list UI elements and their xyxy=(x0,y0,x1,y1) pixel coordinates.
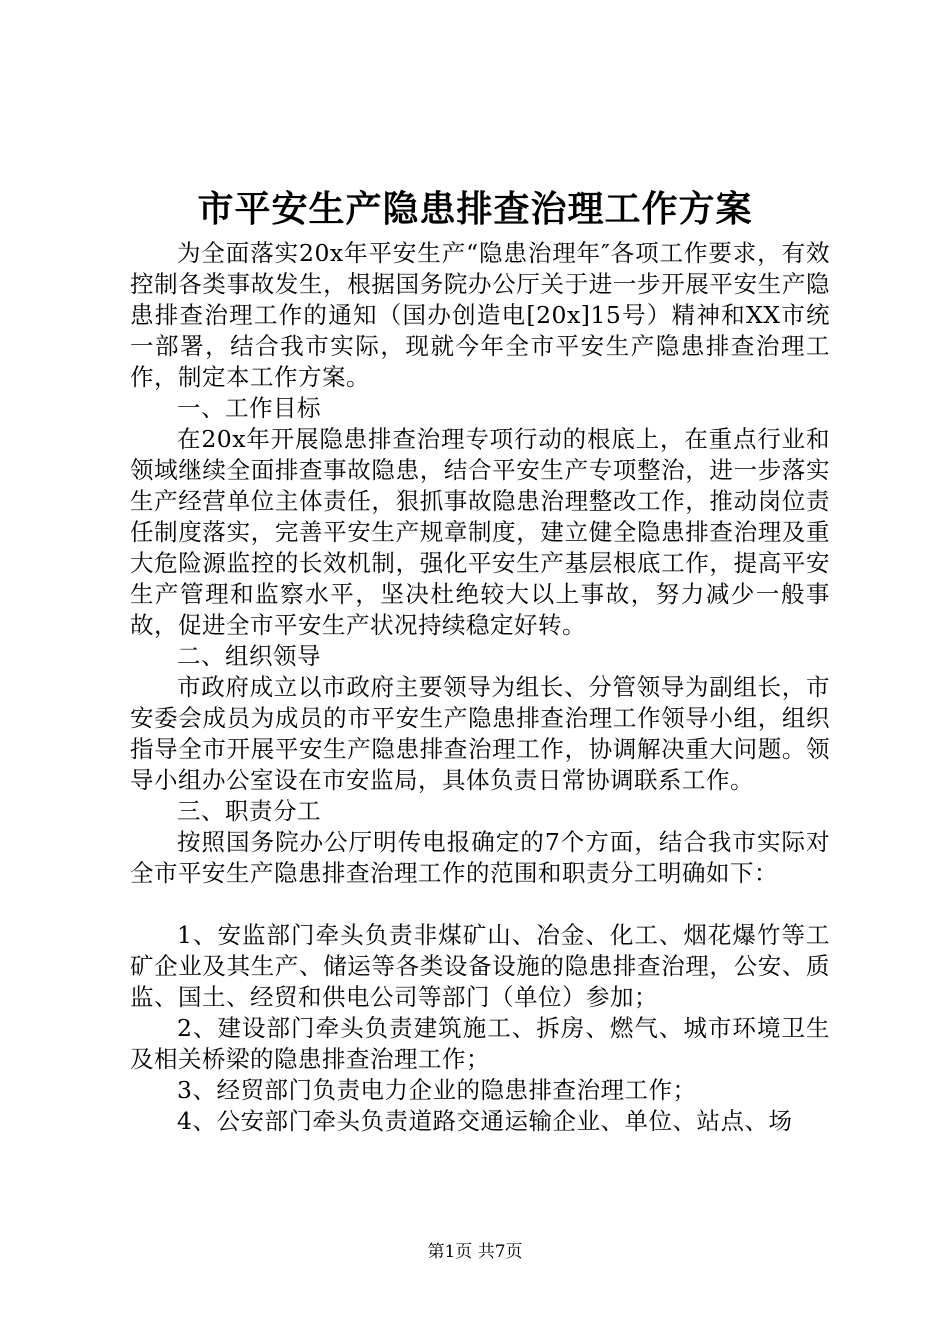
section-heading-goals: 一、工作目标 xyxy=(177,394,321,422)
section-heading-duties: 三、职责分工 xyxy=(177,797,321,825)
section-body-goals: 在20x年开展隐患排查治理专项行动的根底上，在重点行业和领域继续全面排查事故隐患，结合平安生产专项整治，进一步落实生产经营单位主体责任，狠抓事故隐患治理整改工作，推动岗位责任制度落实，完善平安生产规章制度，建立健全隐患排查治理及重大危险源监控的长效机制，强化平安生产基层根底工作，提高平安生产管理和监察水平，坚决杜绝较大以上事故，努力减少一般事故，促进全市平安生产状况持续稳定好转。 xyxy=(130,425,830,639)
list-item: 3、经贸部门负责电力企业的隐患排查治理工作； xyxy=(177,1076,697,1104)
intro-paragraph: 为全面落实20x年平安生产“隐患治理年″各项工作要求，有效控制各类事故发生，根据国务院办公厅关于进一步开展平安生产隐患排查治理工作的通知（国办创造电[20x]15号）精神和XX市统一部署，结合我市实际，现就今年全市平安生产隐患排查治理工作，制定本工作方案。 xyxy=(130,239,830,391)
document-title: 市平安生产隐患排查治理工作方案 xyxy=(197,188,753,230)
list-item: 2、建设部门牵头负责建筑施工、拆房、燃气、城市环境卫生及相关桥梁的隐患排查治理工作； xyxy=(130,1014,830,1073)
list-item: 4、公安部门牵头负责道路交通运输企业、单位、站点、场 xyxy=(177,1107,793,1135)
page-footer: 第1页 共7页 xyxy=(427,1242,523,1262)
document-body xyxy=(130,238,830,1137)
blank-line xyxy=(130,889,830,920)
section-body-leadership: 市政府成立以市政府主要领导为组长、分管领导为副组长，市安委会成员为成员的市平安生产隐患排查治理工作领导小组，组织指导全市开展平安生产隐患排查治理工作，协调解决重大问题。领导小组办公室设在市安监局，具体负责日常协调联系工作。 xyxy=(130,673,830,794)
section-heading-leadership: 二、组织领导 xyxy=(177,642,321,670)
list-item: 1、安监部门牵头负责非煤矿山、冶金、化工、烟花爆竹等工矿企业及其生产、储运等各类设备设施的隐患排查治理，公安、质监、国土、经贸和供电公司等部门（单位）参加； xyxy=(130,921,830,1011)
section-body-duties: 按照国务院办公厅明传电报确定的7个方面，结合我市实际对全市平安生产隐患排查治理工作的范围和职责分工明确如下： xyxy=(130,828,830,887)
